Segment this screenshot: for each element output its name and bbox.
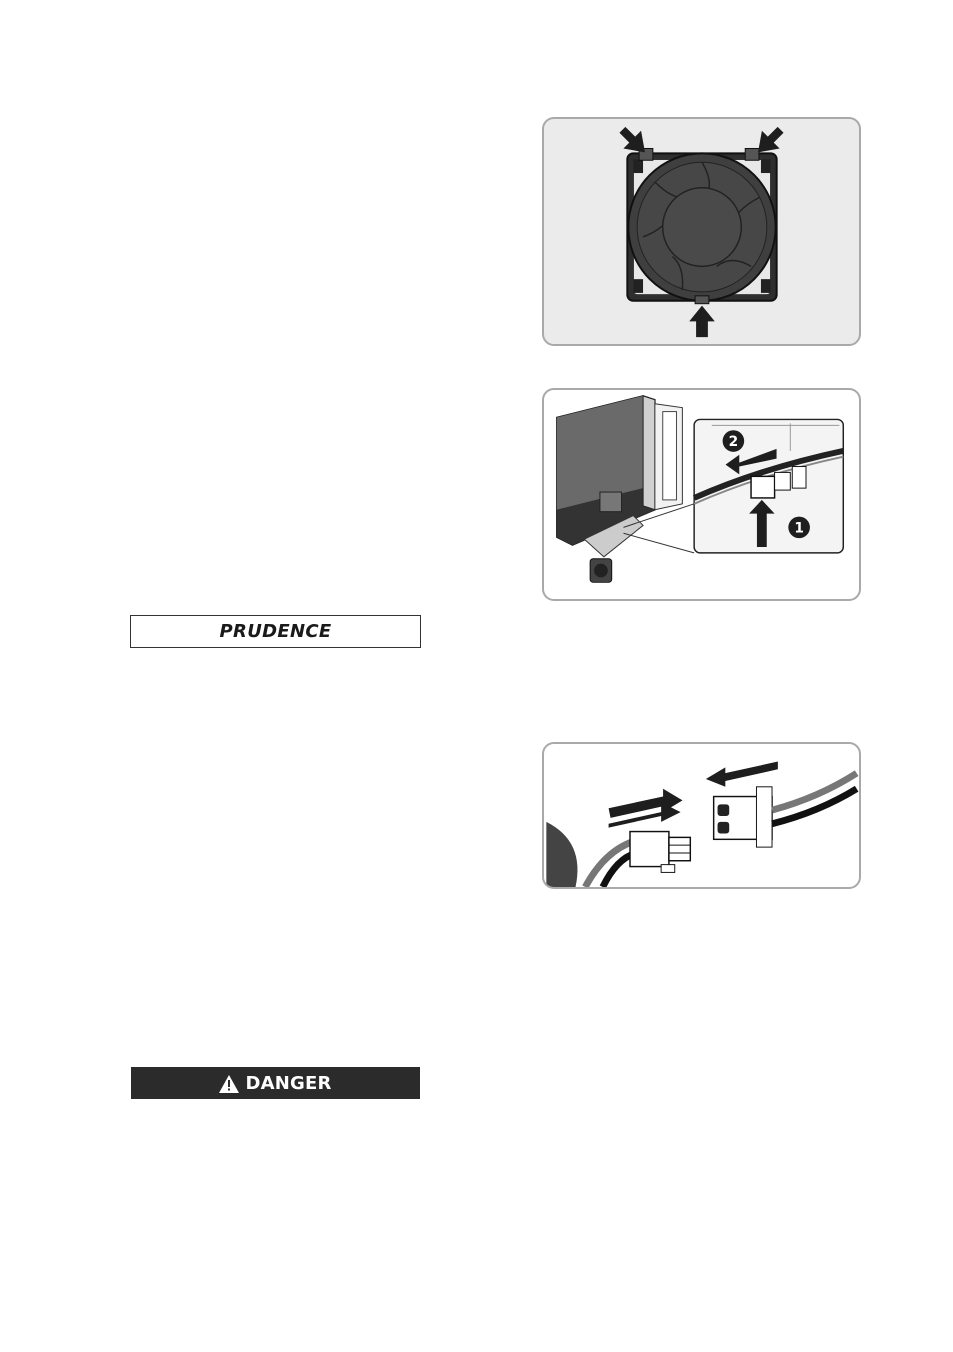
figure-inverter-connector xyxy=(542,388,861,601)
step-2-badge: 2 xyxy=(728,433,739,450)
danger-notice xyxy=(131,1067,420,1099)
warning-triangle-icon xyxy=(219,1075,239,1093)
figure-fan-removal xyxy=(542,117,861,346)
figure-plug-connection xyxy=(542,742,861,889)
step-1-badge: 1 xyxy=(794,520,804,537)
prudence-notice xyxy=(130,615,421,648)
danger-label: DANGER xyxy=(245,1072,332,1094)
prudence-label: PRUDENCE xyxy=(219,621,332,642)
